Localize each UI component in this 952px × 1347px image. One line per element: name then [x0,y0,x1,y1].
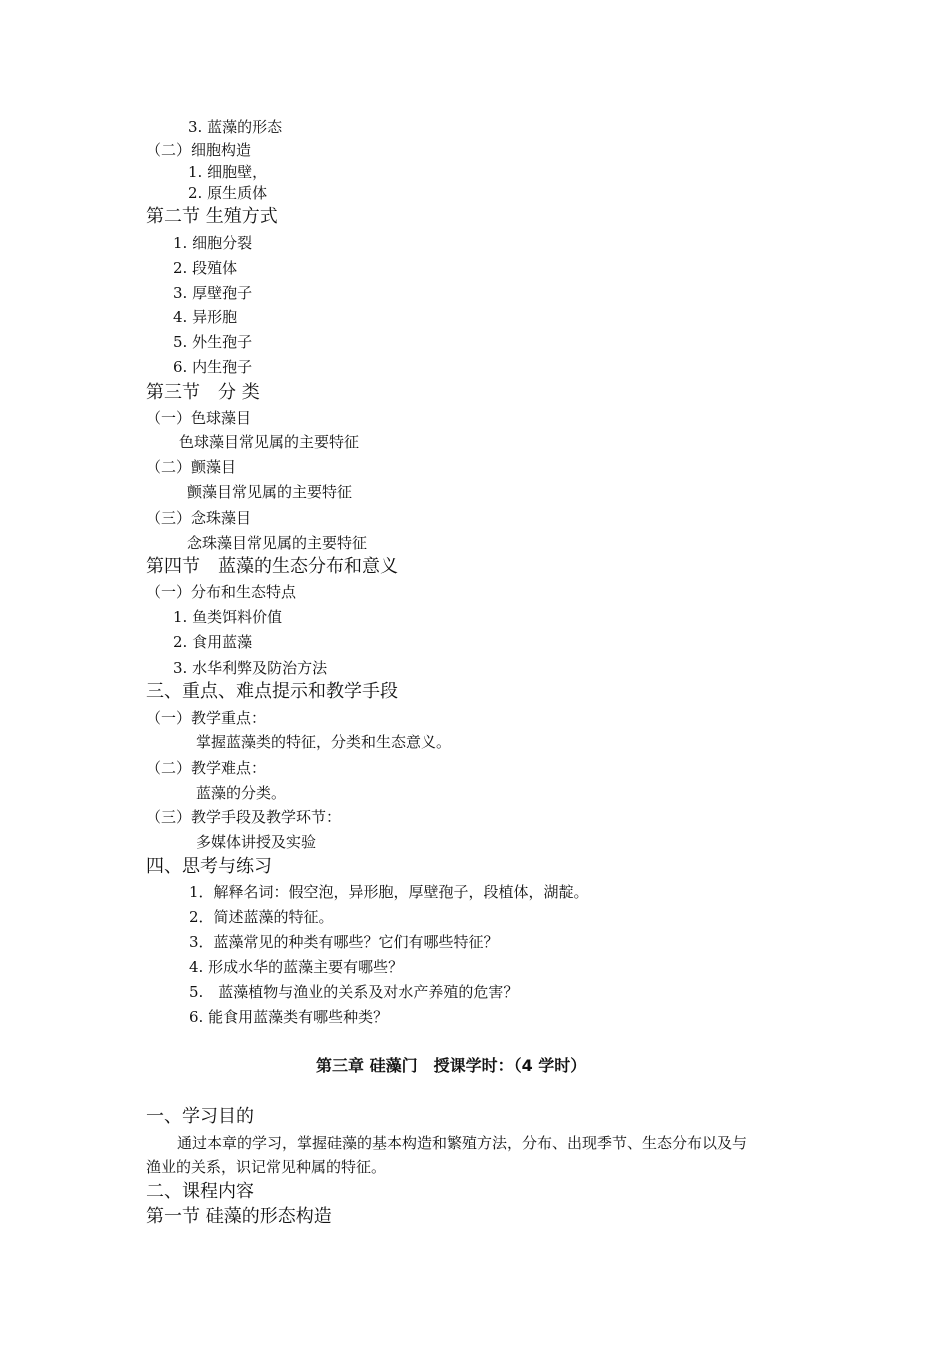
text-chroococcales-features: 色球藻目常见属的主要特征 [179,433,360,451]
item-hormogonium: 2. 段殖体 [173,259,238,277]
item-cell-wall: 1. 细胞壁， [188,163,268,181]
section-ecology-heading: 第四节 蓝藻的生态分布和意义 [146,556,398,577]
text-learning-objectives-line-1: 通过本章的学习，掌握硅藻的基本构造和繁殖方法，分布、出现季节、生态分布以及与 [177,1134,748,1152]
subsection-nostocales: （三）念珠藻目 [146,509,252,527]
subsection-teaching-methods: （三）教学手段及教学环节： [146,808,342,826]
item-exospore: 5. 外生孢子 [173,333,253,351]
section-diatom-morphology-heading: 第一节 硅藻的形态构造 [146,1206,332,1227]
item-endospore: 6. 内生孢子 [173,358,253,376]
item-heterocyst: 4. 异形胞 [173,308,238,326]
exercise-4: 4. 形成水华的蓝藻主要有哪些？ [189,958,404,976]
subsection-chroococcales: （一）色球藻目 [146,409,252,427]
subsection-distribution: （一）分布和生态特点 [146,583,297,601]
text-nostocales-features: 念珠藻目常见属的主要特征 [187,534,368,552]
text-teaching-methods: 多媒体讲授及实验 [196,833,317,851]
section-key-points-heading: 三、重点、难点提示和教学手段 [146,681,398,702]
subsection-oscillatoriales: （二）颤藻目 [146,458,237,476]
item-fish-feed-value: 1. 鱼类饵料价值 [173,608,283,626]
item-protoplast: 2. 原生质体 [188,184,268,202]
item-edible-cyanobacteria: 2. 食用蓝藻 [173,633,253,651]
subsection-teaching-focus: （一）教学重点： [146,709,267,727]
text-oscillatoriales-features: 颤藻目常见属的主要特征 [187,483,353,501]
section-classification-heading: 第三节 分 类 [146,382,260,403]
item-akinete: 3. 厚壁孢子 [173,284,253,302]
text-teaching-difficulty: 蓝藻的分类。 [196,784,287,802]
subsection-teaching-difficulty: （二）教学难点： [146,759,267,777]
subsection-cell-structure: （二）细胞构造 [146,141,252,159]
item-cyanobacteria-morphology: 3. 蓝藻的形态 [188,118,283,136]
item-water-bloom: 3. 水华利弊及防治方法 [173,659,328,677]
section-exercises-heading: 四、思考与练习 [146,856,272,877]
section-course-content-heading: 二、课程内容 [146,1181,254,1202]
section-learning-objectives-heading: 一、学习目的 [146,1106,254,1127]
item-cell-division: 1. 细胞分裂 [173,234,253,252]
exercise-2: 2．简述蓝藻的特征。 [189,908,334,926]
chapter-title: 第三章 硅藻门 授课学时：（4 学时） [316,1056,587,1075]
text-learning-objectives-line-2: 渔业的关系，识记常见种属的特征。 [146,1158,387,1176]
exercise-5: 5. 蓝藻植物与渔业的关系及对水产养殖的危害？ [189,983,519,1001]
exercise-3: 3．蓝藻常见的种类有哪些？它们有哪些特征？ [189,933,499,951]
exercise-1: 1．解释名词：假空泡，异形胞，厚壁孢子，段植体，湖靛。 [189,883,589,901]
section-reproduction-heading: 第二节 生殖方式 [146,206,278,227]
exercise-6: 6. 能食用蓝藻类有哪些种类？ [189,1008,389,1026]
text-teaching-focus: 掌握蓝藻类的特征，分类和生态意义。 [196,733,452,751]
